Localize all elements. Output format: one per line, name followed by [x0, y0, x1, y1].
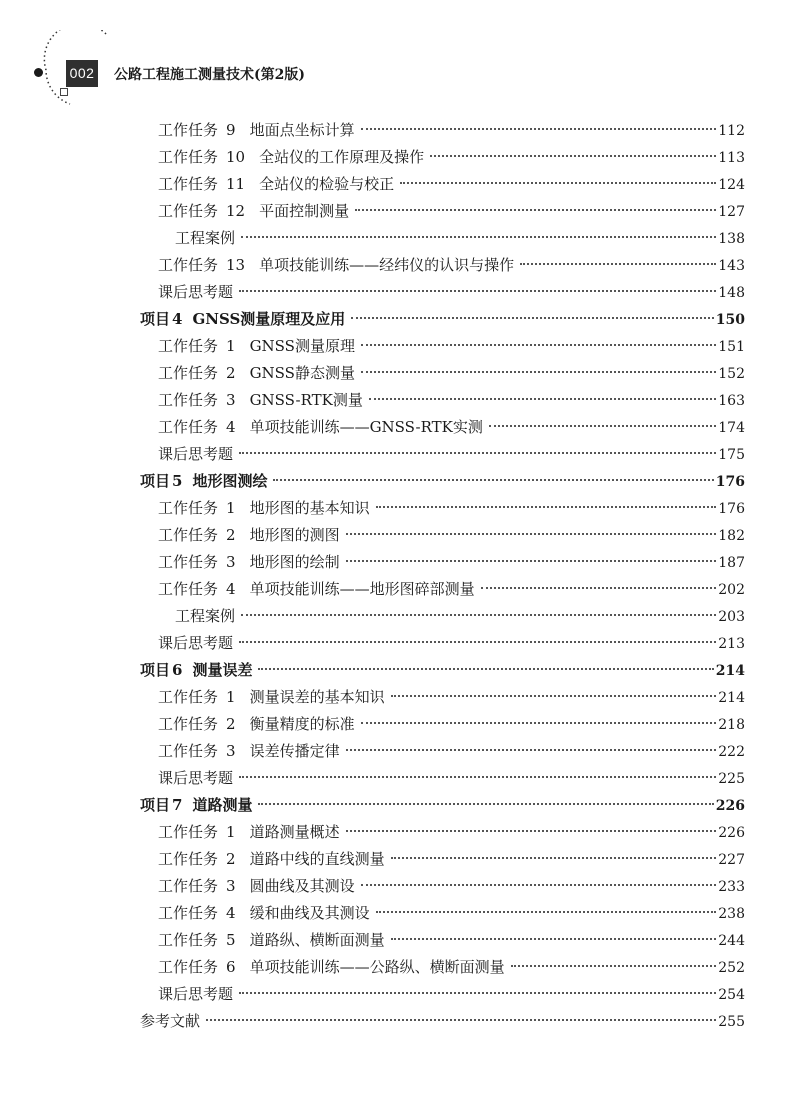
- toc-entry-label: 项目: [140, 796, 171, 814]
- toc-entry: [158, 279, 745, 305]
- toc-entry-label: 工作任务: [158, 904, 219, 922]
- toc-entry-page: 226: [718, 825, 745, 841]
- toc-entry-label: 工作任务: [158, 715, 219, 733]
- toc-entry-title: 单项技能训练——公路纵、横断面测量: [249, 958, 505, 976]
- dot-leader: [361, 344, 716, 346]
- toc-entry: [140, 1008, 745, 1034]
- toc-entry: [158, 171, 745, 197]
- toc-entry-page: 127: [718, 204, 745, 220]
- dot-leader: [241, 236, 716, 238]
- toc-entry-label: 项目: [140, 472, 171, 490]
- toc-entry-page: 175: [718, 447, 745, 463]
- toc-entry-title: 地形图的基本知识: [249, 499, 370, 517]
- dot-leader: [369, 398, 716, 400]
- toc-entry-page: 222: [718, 744, 745, 760]
- toc-entry-title: 单项技能训练——地形图碎部测量: [249, 580, 475, 598]
- toc-entry: [140, 306, 745, 332]
- dot-leader: [241, 614, 716, 616]
- toc-entry: [158, 333, 745, 359]
- toc-entry-label: 工作任务: [158, 121, 219, 139]
- toc-entry-number: 1: [226, 499, 236, 517]
- toc-entry-page: 203: [718, 609, 745, 625]
- dot-leader: [391, 938, 717, 940]
- toc-entry: [158, 549, 745, 575]
- toc-entry-page: 218: [718, 717, 745, 733]
- dot-leader: [361, 722, 717, 724]
- toc-entry-page: 255: [718, 1014, 745, 1030]
- dot-leader: [346, 560, 717, 562]
- toc-entry-number: 4: [226, 580, 236, 598]
- toc-entry-title: 测量误差: [192, 661, 253, 679]
- toc-entry: [158, 981, 745, 1007]
- toc-entry-label: 工作任务: [158, 202, 219, 220]
- toc-entry-page: 113: [718, 150, 745, 166]
- toc-entry-label: 工作任务: [158, 958, 219, 976]
- toc-entry-number: 3: [226, 877, 236, 895]
- toc-entry: [140, 657, 745, 683]
- toc-entry-number: 1: [226, 823, 236, 841]
- dot-leader: [400, 182, 716, 184]
- dot-leader: [346, 830, 717, 832]
- toc-entry-page: 148: [718, 285, 745, 301]
- dot-leader: [258, 803, 713, 805]
- toc-entry-page: 150: [715, 312, 745, 328]
- toc-entry-label: 工作任务: [158, 850, 219, 868]
- toc-entry-label: 课后思考题: [158, 634, 234, 652]
- toc-entry-number: 4: [226, 418, 236, 436]
- toc-entry-number: 10: [226, 148, 246, 166]
- toc-entry-label: 课后思考题: [158, 283, 234, 301]
- toc-entry-page: 225: [718, 771, 745, 787]
- toc-entry-label: 工作任务: [158, 391, 219, 409]
- toc-entry-number: 5: [172, 472, 183, 490]
- toc-entry-title: 单项技能训练——GNSS-RTK实测: [249, 418, 483, 436]
- toc-entry-title: 平面控制测量: [259, 202, 350, 220]
- toc-entry-title: 衡量精度的标准: [249, 715, 355, 733]
- toc-entry-label: 工作任务: [158, 418, 219, 436]
- dot-leader: [239, 452, 716, 454]
- toc-entry-page: 187: [718, 555, 745, 571]
- toc-entry-title: 全站仪的检验与校正: [259, 175, 395, 193]
- toc-entry-page: 238: [718, 906, 745, 922]
- dot-leader: [520, 263, 716, 265]
- toc-entry-number: 11: [226, 175, 246, 193]
- dot-leader: [239, 290, 716, 292]
- page-number: 002: [66, 60, 98, 87]
- toc-entry-number: 4: [172, 310, 183, 328]
- dot-leader: [258, 668, 713, 670]
- dot-leader: [361, 371, 716, 373]
- toc-entry: [158, 927, 745, 953]
- toc-entry-title: 地面点坐标计算: [249, 121, 355, 139]
- toc-entry-number: 6: [226, 958, 236, 976]
- toc-entry-title: 缓和曲线及其测设: [249, 904, 370, 922]
- toc-entry-label: 工程案例: [175, 229, 236, 247]
- dot-leader: [511, 965, 717, 967]
- toc-entry-title: 单项技能训练——经纬仪的认识与操作: [259, 256, 515, 274]
- toc-entry-page: 176: [718, 501, 745, 517]
- toc-entry: [175, 225, 745, 251]
- toc-entry: [158, 630, 745, 656]
- toc-entry: [158, 684, 745, 710]
- toc-entry: [158, 846, 745, 872]
- toc-entry-page: 202: [718, 582, 745, 598]
- toc-entry-title: 地形图测绘: [192, 472, 268, 490]
- toc-entry-label: 工作任务: [158, 499, 219, 517]
- toc-entry: [158, 819, 745, 845]
- toc-entry: [158, 900, 745, 926]
- toc-entry-page: 213: [718, 636, 745, 652]
- toc-entry: [158, 144, 745, 170]
- toc-entry-page: 176: [715, 474, 745, 490]
- toc-entry: [140, 468, 745, 494]
- toc-entry-label: 工作任务: [158, 877, 219, 895]
- dot-leader: [489, 425, 716, 427]
- toc-entry-number: 3: [226, 391, 236, 409]
- dot-leader: [206, 1019, 716, 1021]
- toc-entry-page: 163: [718, 393, 745, 409]
- toc-entry: [158, 495, 745, 521]
- toc-entry-number: 3: [226, 553, 236, 571]
- toc-entry-label: 工作任务: [158, 931, 219, 949]
- toc-entry: [175, 603, 745, 629]
- toc-entry-label: 工作任务: [158, 526, 219, 544]
- toc-entry-label: 工作任务: [158, 823, 219, 841]
- bullet-dot-icon: [34, 68, 43, 77]
- toc-entry-label: 工作任务: [158, 688, 219, 706]
- toc-entry-number: 2: [226, 364, 236, 382]
- toc-entry: [158, 522, 745, 548]
- toc-entry-title: 地形图的绘制: [249, 553, 340, 571]
- dot-leader: [239, 776, 716, 778]
- toc-entry: [158, 873, 745, 899]
- toc-entry-number: 4: [226, 904, 236, 922]
- toc-entry: [158, 441, 745, 467]
- toc-entry-label: 工作任务: [158, 175, 219, 193]
- toc-entry-number: 13: [226, 256, 246, 274]
- toc-entry-title: GNSS静态测量: [249, 364, 355, 382]
- toc-entry-page: 226: [715, 798, 745, 814]
- toc-entry-label: 工作任务: [158, 553, 219, 571]
- toc-entry-label: 参考文献: [140, 1012, 201, 1030]
- running-header-title: 公路工程施工测量技术(第2版): [114, 67, 305, 83]
- toc-entry-page: 124: [718, 177, 745, 193]
- toc-entry-number: 3: [226, 742, 236, 760]
- toc-entry-label: 项目: [140, 661, 171, 679]
- toc-entry-title: 地形图的测图: [249, 526, 340, 544]
- toc-entry-label: 课后思考题: [158, 985, 234, 1003]
- toc-entry-page: 151: [718, 339, 745, 355]
- toc-entry-label: 工作任务: [158, 256, 219, 274]
- dot-leader: [346, 533, 717, 535]
- toc-entry-number: 2: [226, 850, 236, 868]
- toc-entry-page: 254: [718, 987, 745, 1003]
- toc-entry-page: 138: [718, 231, 745, 247]
- toc-entry-title: 道路中线的直线测量: [249, 850, 385, 868]
- dot-leader: [273, 479, 713, 481]
- toc-entry: [158, 360, 745, 386]
- toc-entry-title: 道路测量: [192, 796, 253, 814]
- dot-leader: [430, 155, 716, 157]
- toc-entry-title: 误差传播定律: [249, 742, 340, 760]
- toc-entry-title: 道路测量概述: [249, 823, 340, 841]
- toc-entry-page: 233: [718, 879, 745, 895]
- toc-entry-page: 214: [715, 663, 745, 679]
- toc-entry-title: GNSS测量原理及应用: [192, 310, 346, 328]
- toc-entry-label: 工作任务: [158, 148, 219, 166]
- toc-entry-number: 2: [226, 526, 236, 544]
- dot-leader: [376, 911, 717, 913]
- toc-entry: [158, 117, 745, 143]
- toc-entry-label: 工作任务: [158, 337, 219, 355]
- toc-entry: [158, 738, 745, 764]
- toc-entry-label: 工程案例: [175, 607, 236, 625]
- toc-entry-page: 244: [718, 933, 745, 949]
- toc-entry-number: 6: [172, 661, 183, 679]
- dot-leader: [239, 992, 716, 994]
- toc-entry-label: 工作任务: [158, 742, 219, 760]
- dot-leader: [239, 641, 716, 643]
- toc-entry-page: 112: [718, 123, 745, 139]
- toc-entry-label: 工作任务: [158, 580, 219, 598]
- toc-entry-label: 课后思考题: [158, 445, 234, 463]
- toc-entry-title: GNSS测量原理: [249, 337, 355, 355]
- toc-entry: [158, 711, 745, 737]
- dot-leader: [351, 317, 713, 319]
- toc-entry-title: GNSS-RTK测量: [249, 391, 363, 409]
- toc-entry-title: 圆曲线及其测设: [249, 877, 355, 895]
- dot-leader: [376, 506, 717, 508]
- toc-entry-page: 214: [718, 690, 745, 706]
- toc-entry: [158, 387, 745, 413]
- toc-entry-page: 152: [718, 366, 745, 382]
- toc-entry-title: 测量误差的基本知识: [249, 688, 385, 706]
- toc-entry-page: 252: [718, 960, 745, 976]
- toc-entry-label: 工作任务: [158, 364, 219, 382]
- dot-leader: [391, 695, 717, 697]
- toc-entry-number: 2: [226, 715, 236, 733]
- toc-entry-title: 全站仪的工作原理及操作: [259, 148, 425, 166]
- toc-entry-number: 7: [172, 796, 183, 814]
- toc-entry-title: 道路纵、横断面测量: [249, 931, 385, 949]
- toc-entry-number: 1: [226, 337, 236, 355]
- dot-leader: [346, 749, 717, 751]
- toc-entry: [140, 792, 745, 818]
- dot-leader: [361, 128, 717, 130]
- toc-entry: [158, 198, 745, 224]
- dot-leader: [391, 857, 717, 859]
- square-marker-icon: [60, 88, 68, 96]
- toc-entry-number: 12: [226, 202, 246, 220]
- toc-entry: [158, 252, 745, 278]
- toc-entry-label: 课后思考题: [158, 769, 234, 787]
- dot-leader: [361, 884, 717, 886]
- toc-entry: [158, 954, 745, 980]
- toc-entry-label: 项目: [140, 310, 171, 328]
- toc-entry-number: 5: [226, 931, 236, 949]
- dot-leader: [481, 587, 717, 589]
- toc-entry: [158, 576, 745, 602]
- toc-entry-page: 143: [718, 258, 745, 274]
- toc-entry: [158, 414, 745, 440]
- toc-entry-page: 174: [718, 420, 745, 436]
- toc-entry-number: 1: [226, 688, 236, 706]
- toc-entry-page: 227: [718, 852, 745, 868]
- toc-entry-page: 182: [718, 528, 745, 544]
- dot-leader: [355, 209, 716, 211]
- toc-entry-number: 9: [226, 121, 236, 139]
- toc-entry: [158, 765, 745, 791]
